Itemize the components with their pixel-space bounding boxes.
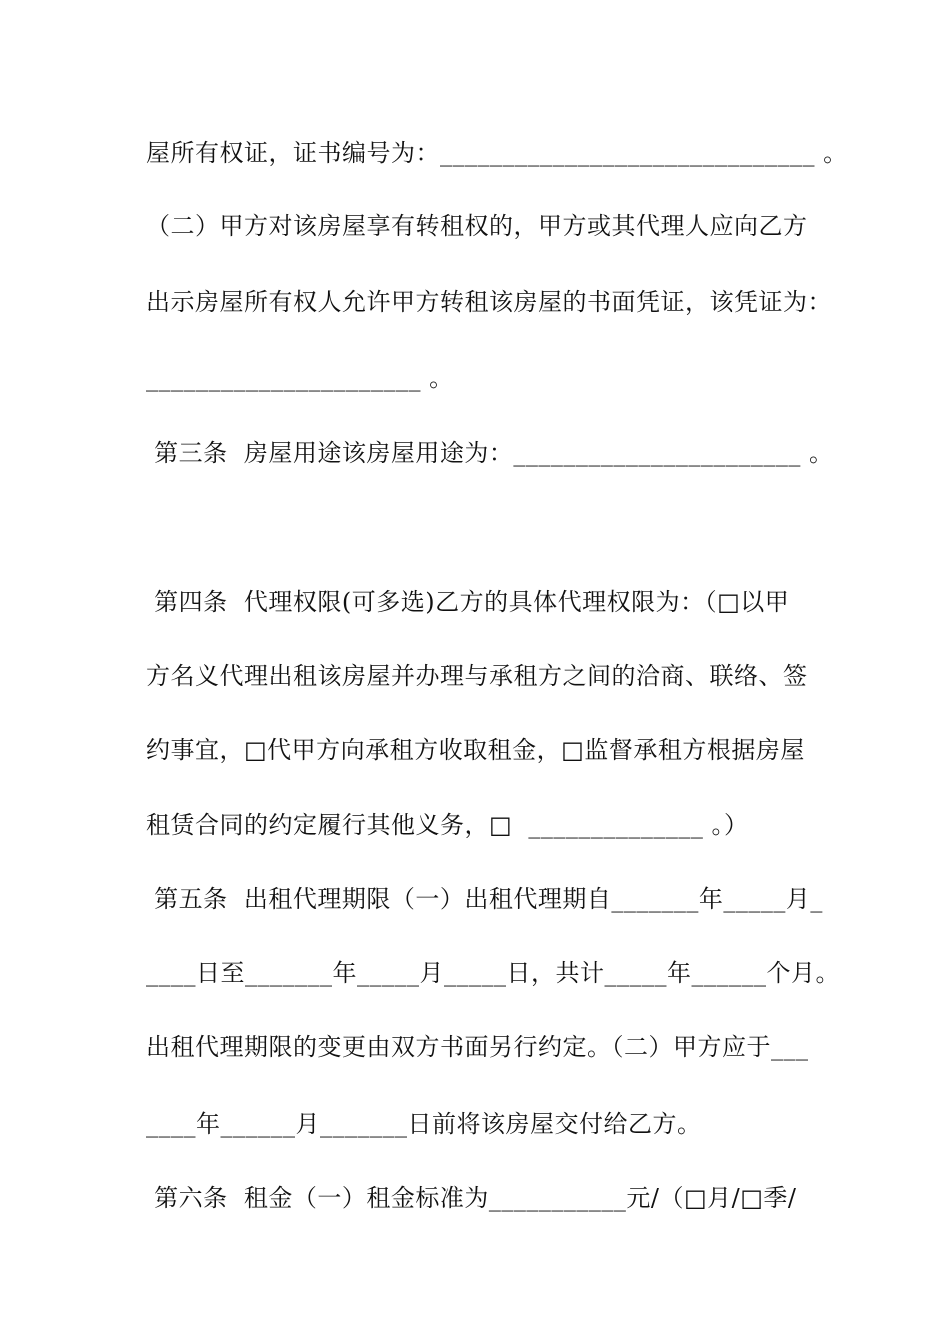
text-line: ____日至_______年_____月_____日，共计_____年______个月。 bbox=[146, 959, 840, 987]
text-line: 第六条 租金（一）租金标准为___________元/（□月/□季/ bbox=[146, 1184, 797, 1212]
text-line: ____年______月_______日前将该房屋交付给乙方。 bbox=[146, 1110, 702, 1138]
text-line: 第四条 代理权限(可多选)乙方的具体代理权限为：（□以甲 bbox=[146, 588, 790, 616]
text-line: 出示房屋所有权人允许甲方转租该房屋的书面凭证，该凭证为： bbox=[146, 288, 832, 316]
text-line: 第五条 出租代理期限（一）出租代理期自_______年_____月_ bbox=[146, 885, 823, 913]
text-line: 约事宜，□代甲方向承租方收取租金，□监督承租方根据房屋 bbox=[146, 736, 805, 764]
text-line: 第三条 房屋用途该房屋用途为：_______________________ 。 bbox=[146, 439, 834, 467]
text-line: 租赁合同的约定履行其他义务，□ ______________ 。） bbox=[146, 811, 749, 839]
text-line: ______________________ 。 bbox=[146, 364, 454, 392]
text-line: 屋所有权证，证书编号为：______________________________ 。 bbox=[146, 139, 848, 167]
text-line: 方名义代理出租该房屋并办理与承租方之间的洽商、联络、签 bbox=[146, 662, 808, 690]
text-line: 出租代理期限的变更由双方书面另行约定。（二）甲方应于___ bbox=[146, 1033, 809, 1061]
text-line: （二）甲方对该房屋享有转租权的，甲方或其代理人应向乙方 bbox=[146, 212, 808, 240]
